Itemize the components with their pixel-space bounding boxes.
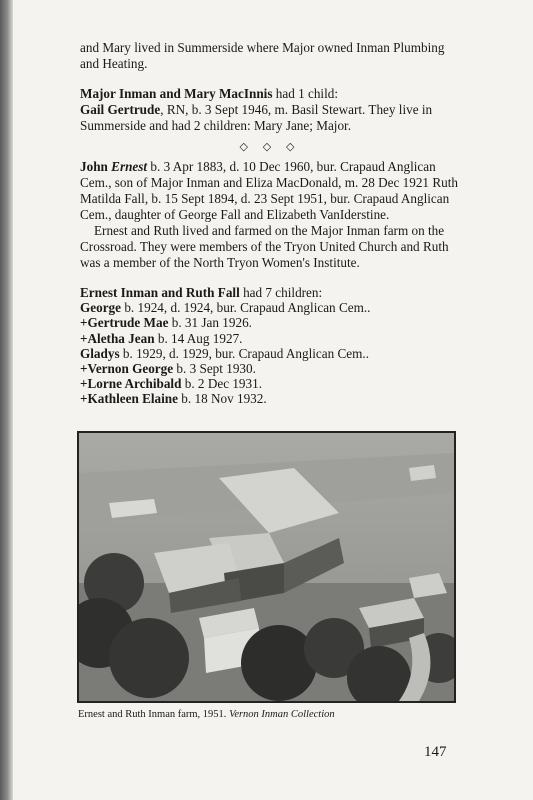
children-list: [80, 285, 460, 407]
paragraph-summerside: and Mary lived in Summerside where Major owned Inman Plumbing and Heating.: [80, 40, 445, 71]
farm-photo-illustration: [79, 433, 454, 701]
child-details: b. 2 Dec 1931.: [181, 376, 263, 392]
child-details: , RN, b. 3 Sept 1946, m. Basil Stewart. They live in Summerside and had 2 children: Mary Jane; Major.: [80, 102, 433, 133]
caption-credit: Vernon Inman Collection: [229, 709, 335, 720]
child-name: +Lorne Archibald: [80, 376, 182, 392]
child-entry: [80, 315, 460, 330]
family-heading-count: had 1 child:: [272, 86, 339, 101]
child-name: Gladys: [80, 345, 120, 361]
child-entry: [80, 331, 460, 346]
child-details: b. 3 Sept 1930.: [173, 361, 256, 377]
child-details: b. 1929, d. 1929, bur. Crapaud Anglican Cem..: [119, 345, 370, 361]
entry-name: John: [80, 159, 112, 174]
family-heading-major: [80, 86, 460, 102]
child-name: +Vernon George: [80, 361, 174, 377]
entry-john-ernest: [80, 159, 460, 223]
child-entry: [80, 361, 460, 376]
child-name: Gail Gertrude: [80, 102, 161, 117]
paragraph-farm: Ernest and Ruth lived and farmed on the Major Inman farm on the Crossroad. They were members of the Tryon United Church and Ruth was a member of the North Tryon Women's Institute.: [80, 223, 449, 270]
child-details: b. 31 Jan 1926.: [168, 315, 252, 331]
entry-details: b. 3 Apr 1883, d. 10 Dec 1960, bur. Crapaud Anglican Cem., son of Major Inman and Eliza MacDonald, m. 28 Dec 1921 Ruth Matilda Fall, b. 15 Sept 1894, d. 23 Sept 1951, bur. Crapaud Anglican Cem., daughter of George Fall and Elizabeth VanIderstine.: [80, 159, 458, 222]
farm-aerial-photo: [77, 431, 456, 703]
family-heading-names: Major Inman and Mary MacInnis: [80, 86, 273, 101]
child-entry: [80, 346, 460, 361]
child-details: b. 14 Aug 1927.: [154, 330, 243, 346]
entry-name-italic: Ernest: [111, 159, 148, 174]
child-details: b. 1924, d. 1924, bur. Crapaud Anglican Cem..: [121, 300, 371, 316]
page-number: 147: [424, 744, 447, 760]
caption-text: Ernest and Ruth Inman farm, 1951.: [78, 709, 230, 720]
child-details: b. 18 Nov 1932.: [178, 391, 267, 407]
child-name: +Kathleen Elaine: [80, 391, 178, 407]
book-binding-edge: [0, 0, 13, 800]
family-heading-count: had 7 children:: [239, 285, 323, 300]
child-name: George: [80, 300, 122, 316]
photo-caption: [78, 709, 335, 720]
child-entry: [80, 376, 460, 391]
child-entry-gail: [80, 102, 460, 134]
section-divider: ◇ ◇ ◇: [239, 141, 301, 153]
family-heading-names: Ernest Inman and Ruth Fall: [80, 285, 240, 300]
page-text: [80, 40, 460, 407]
family-heading-ernest: [80, 285, 460, 300]
child-name: +Aletha Jean: [80, 330, 155, 346]
child-entry: [80, 391, 460, 406]
child-name: +Gertrude Mae: [80, 315, 169, 331]
child-entry: [80, 300, 460, 315]
